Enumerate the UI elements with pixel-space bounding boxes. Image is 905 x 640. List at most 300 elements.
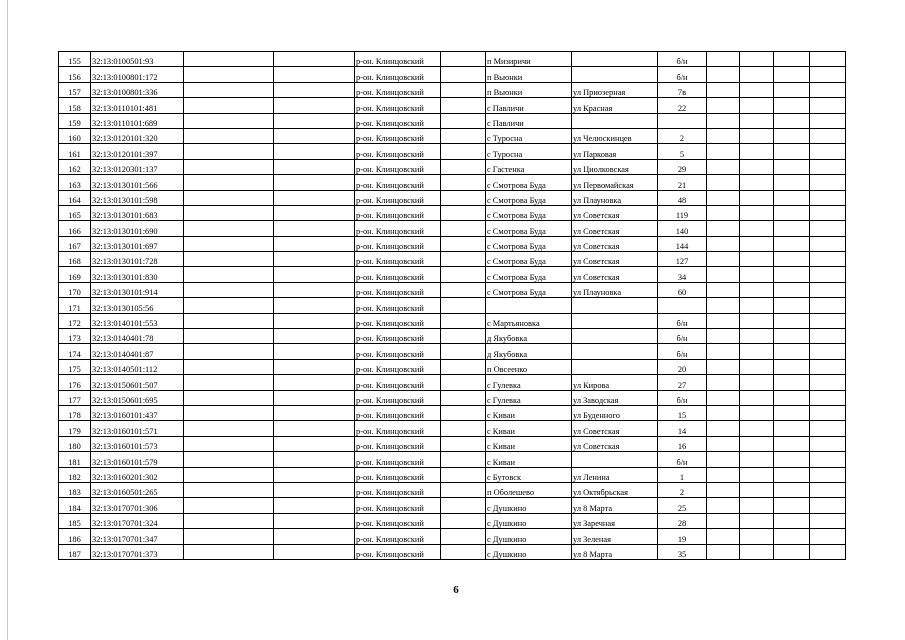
cadastral-number-cell: 32:13:0160101:579 [91, 452, 184, 467]
locality-cell: с Киваи [486, 421, 572, 436]
empty-cell-cell [810, 421, 846, 436]
district-cell: р-он. Клинцовский [355, 159, 441, 174]
empty-cell-cell [441, 98, 486, 113]
empty-cell-cell [774, 113, 810, 128]
district-cell: р-он. Клинцовский [355, 144, 441, 159]
row-number-cell: 157 [59, 82, 91, 97]
empty-cell-cell [274, 221, 355, 236]
empty-cell-cell [740, 67, 774, 82]
house-number-cell: 19 [658, 529, 707, 544]
empty-cell-cell [810, 113, 846, 128]
empty-cell-cell [810, 98, 846, 113]
empty-cell-cell [774, 159, 810, 174]
table-row [59, 282, 846, 297]
house-number-cell: 34 [658, 267, 707, 282]
empty-cell-cell [740, 313, 774, 328]
district-cell: р-он. Клинцовский [355, 175, 441, 190]
empty-cell-cell [184, 267, 274, 282]
empty-cell-cell [441, 52, 486, 67]
empty-cell-cell [441, 529, 486, 544]
street-cell [572, 359, 658, 374]
street-cell: ул Циолковская [572, 159, 658, 174]
street-cell: ул Советская [572, 205, 658, 220]
locality-cell: с Киваи [486, 436, 572, 451]
table-row [59, 98, 846, 113]
empty-cell-cell [740, 159, 774, 174]
empty-cell-cell [774, 67, 810, 82]
empty-cell-cell [810, 159, 846, 174]
scan-margin-rule [7, 0, 8, 640]
empty-cell-cell [740, 144, 774, 159]
row-number-cell: 169 [59, 267, 91, 282]
empty-cell-cell [810, 498, 846, 513]
street-cell: ул Парковая [572, 144, 658, 159]
empty-cell-cell [740, 498, 774, 513]
district-cell: р-он. Клинцовский [355, 282, 441, 297]
empty-cell-cell [740, 405, 774, 420]
street-cell [572, 329, 658, 344]
empty-cell-cell [184, 298, 274, 313]
empty-cell-cell [774, 82, 810, 97]
empty-cell-cell [740, 513, 774, 528]
empty-cell-cell [707, 282, 740, 297]
empty-cell-cell [774, 436, 810, 451]
cadastral-number-cell: 32:13:0150601:695 [91, 390, 184, 405]
empty-cell-cell [707, 82, 740, 97]
locality-cell: д Якубовка [486, 344, 572, 359]
empty-cell-cell [740, 298, 774, 313]
empty-cell-cell [707, 390, 740, 405]
table-row [59, 82, 846, 97]
locality-cell: с Смотрова Буда [486, 205, 572, 220]
empty-cell-cell [740, 436, 774, 451]
row-number-cell: 174 [59, 344, 91, 359]
table-row [59, 375, 846, 390]
table-row [59, 467, 846, 482]
empty-cell-cell [740, 359, 774, 374]
empty-cell-cell [184, 498, 274, 513]
empty-cell-cell [810, 205, 846, 220]
empty-cell-cell [810, 128, 846, 143]
empty-cell-cell [707, 421, 740, 436]
street-cell: ул Кирова [572, 375, 658, 390]
empty-cell-cell [740, 452, 774, 467]
empty-cell-cell [441, 282, 486, 297]
house-number-cell: 27 [658, 375, 707, 390]
row-number-cell: 165 [59, 205, 91, 220]
empty-cell-cell [774, 190, 810, 205]
empty-cell-cell [184, 405, 274, 420]
street-cell: ул Советская [572, 267, 658, 282]
empty-cell-cell [274, 236, 355, 251]
row-number-cell: 171 [59, 298, 91, 313]
cadastral-number-cell: 32:13:0120301:137 [91, 159, 184, 174]
locality-cell: с Душкино [486, 498, 572, 513]
cadastral-number-cell: 32:13:0160101:571 [91, 421, 184, 436]
house-number-cell: 140 [658, 221, 707, 236]
empty-cell-cell [441, 467, 486, 482]
empty-cell-cell [774, 52, 810, 67]
table-row [59, 529, 846, 544]
locality-cell [486, 298, 572, 313]
cadastral-number-cell: 32:13:0140101:553 [91, 313, 184, 328]
empty-cell-cell [810, 67, 846, 82]
empty-cell-cell [184, 236, 274, 251]
row-number-cell: 187 [59, 544, 91, 559]
locality-cell: с Туросна [486, 144, 572, 159]
empty-cell-cell [274, 113, 355, 128]
empty-cell-cell [274, 513, 355, 528]
table-row [59, 221, 846, 236]
empty-cell-cell [774, 144, 810, 159]
row-number-cell: 162 [59, 159, 91, 174]
house-number-cell: б/н [658, 344, 707, 359]
empty-cell-cell [774, 344, 810, 359]
empty-cell-cell [184, 452, 274, 467]
empty-cell-cell [274, 144, 355, 159]
district-cell: р-он. Клинцовский [355, 375, 441, 390]
street-cell: ул Советская [572, 436, 658, 451]
locality-cell: п Мизиричи [486, 52, 572, 67]
table-row [59, 482, 846, 497]
street-cell: ул Челюскинцев [572, 128, 658, 143]
empty-cell-cell [740, 205, 774, 220]
locality-cell: с Смотрова Буда [486, 236, 572, 251]
empty-cell-cell [441, 190, 486, 205]
cadastral-number-cell: 32:13:0100801:172 [91, 67, 184, 82]
empty-cell-cell [441, 421, 486, 436]
district-cell: р-он. Клинцовский [355, 236, 441, 251]
table-row [59, 390, 846, 405]
empty-cell-cell [184, 482, 274, 497]
cadastral-number-cell: 32:13:0120101:320 [91, 128, 184, 143]
empty-cell-cell [441, 205, 486, 220]
row-number-cell: 186 [59, 529, 91, 544]
empty-cell-cell [184, 375, 274, 390]
empty-cell-cell [810, 529, 846, 544]
street-cell [572, 113, 658, 128]
empty-cell-cell [774, 375, 810, 390]
empty-cell-cell [707, 482, 740, 497]
street-cell: ул 8 Марта [572, 544, 658, 559]
empty-cell-cell [774, 544, 810, 559]
empty-cell-cell [707, 190, 740, 205]
cadastral-number-cell: 32:13:0160101:573 [91, 436, 184, 451]
locality-cell: с Смотрова Буда [486, 282, 572, 297]
empty-cell-cell [707, 313, 740, 328]
row-number-cell: 155 [59, 52, 91, 67]
empty-cell-cell [707, 252, 740, 267]
table-row [59, 405, 846, 420]
table-row [59, 452, 846, 467]
house-number-cell: 119 [658, 205, 707, 220]
table-row [59, 513, 846, 528]
empty-cell-cell [184, 529, 274, 544]
locality-cell: с Бутовск [486, 467, 572, 482]
empty-cell-cell [740, 221, 774, 236]
street-cell: ул Советская [572, 252, 658, 267]
empty-cell-cell [274, 375, 355, 390]
empty-cell-cell [441, 390, 486, 405]
empty-cell-cell [184, 159, 274, 174]
house-number-cell: 21 [658, 175, 707, 190]
district-cell: р-он. Клинцовский [355, 267, 441, 282]
empty-cell-cell [774, 298, 810, 313]
empty-cell-cell [707, 144, 740, 159]
empty-cell-cell [707, 529, 740, 544]
empty-cell-cell [184, 513, 274, 528]
street-cell: ул Октябрьская [572, 482, 658, 497]
house-number-cell: 25 [658, 498, 707, 513]
district-cell: р-он. Клинцовский [355, 359, 441, 374]
cadastral-number-cell: 32:13:0140401:87 [91, 344, 184, 359]
row-number-cell: 164 [59, 190, 91, 205]
empty-cell-cell [810, 452, 846, 467]
district-cell: р-он. Клинцовский [355, 82, 441, 97]
table-row [59, 298, 846, 313]
empty-cell-cell [707, 498, 740, 513]
empty-cell-cell [274, 498, 355, 513]
row-number-cell: 166 [59, 221, 91, 236]
empty-cell-cell [707, 98, 740, 113]
empty-cell-cell [707, 52, 740, 67]
district-cell: р-он. Клинцовский [355, 52, 441, 67]
empty-cell-cell [441, 452, 486, 467]
house-number-cell [658, 113, 707, 128]
street-cell: ул Плауновка [572, 282, 658, 297]
house-number-cell: б/н [658, 67, 707, 82]
empty-cell-cell [774, 421, 810, 436]
table-body [59, 52, 846, 560]
empty-cell-cell [274, 436, 355, 451]
district-cell: р-он. Клинцовский [355, 221, 441, 236]
table-row [59, 67, 846, 82]
house-number-cell: 48 [658, 190, 707, 205]
cadastral-number-cell: 32:13:0130101:598 [91, 190, 184, 205]
table-row [59, 436, 846, 451]
empty-cell-cell [274, 205, 355, 220]
empty-cell-cell [184, 98, 274, 113]
empty-cell-cell [810, 482, 846, 497]
empty-cell-cell [441, 267, 486, 282]
cadastral-number-cell: 32:13:0130101:566 [91, 175, 184, 190]
row-number-cell: 170 [59, 282, 91, 297]
district-cell: р-он. Клинцовский [355, 452, 441, 467]
street-cell [572, 298, 658, 313]
empty-cell-cell [810, 313, 846, 328]
locality-cell: с Туросна [486, 128, 572, 143]
row-number-cell: 163 [59, 175, 91, 190]
empty-cell-cell [274, 313, 355, 328]
district-cell: р-он. Клинцовский [355, 329, 441, 344]
table-row [59, 329, 846, 344]
empty-cell-cell [707, 267, 740, 282]
district-cell: р-он. Клинцовский [355, 436, 441, 451]
empty-cell-cell [740, 421, 774, 436]
locality-cell: с Смотрова Буда [486, 175, 572, 190]
empty-cell-cell [810, 82, 846, 97]
empty-cell-cell [810, 175, 846, 190]
cadastral-number-cell: 32:13:0130101:697 [91, 236, 184, 251]
empty-cell-cell [274, 467, 355, 482]
empty-cell-cell [274, 405, 355, 420]
street-cell: ул Советская [572, 421, 658, 436]
street-cell: ул Заводская [572, 390, 658, 405]
street-cell [572, 313, 658, 328]
empty-cell-cell [441, 252, 486, 267]
empty-cell-cell [707, 467, 740, 482]
empty-cell-cell [441, 329, 486, 344]
empty-cell-cell [774, 452, 810, 467]
locality-cell: с Мартьяновка [486, 313, 572, 328]
cadastral-number-cell: 32:13:0170701:373 [91, 544, 184, 559]
row-number-cell: 167 [59, 236, 91, 251]
table-row [59, 52, 846, 67]
row-number-cell: 185 [59, 513, 91, 528]
empty-cell-cell [810, 236, 846, 251]
house-number-cell: 2 [658, 482, 707, 497]
house-number-cell: 1 [658, 467, 707, 482]
empty-cell-cell [774, 498, 810, 513]
locality-cell: с Киваи [486, 452, 572, 467]
district-cell: р-он. Клинцовский [355, 205, 441, 220]
empty-cell-cell [441, 144, 486, 159]
empty-cell-cell [274, 529, 355, 544]
empty-cell-cell [740, 98, 774, 113]
empty-cell-cell [740, 175, 774, 190]
empty-cell-cell [441, 82, 486, 97]
district-cell: р-он. Клинцовский [355, 98, 441, 113]
empty-cell-cell [184, 67, 274, 82]
empty-cell-cell [441, 159, 486, 174]
empty-cell-cell [184, 544, 274, 559]
empty-cell-cell [740, 282, 774, 297]
empty-cell-cell [774, 513, 810, 528]
empty-cell-cell [184, 190, 274, 205]
cadastral-number-cell: 32:13:0100801:336 [91, 82, 184, 97]
empty-cell-cell [774, 128, 810, 143]
district-cell: р-он. Клинцовский [355, 128, 441, 143]
empty-cell-cell [774, 329, 810, 344]
empty-cell-cell [810, 52, 846, 67]
empty-cell-cell [774, 390, 810, 405]
empty-cell-cell [740, 128, 774, 143]
cadastral-number-cell: 32:13:0140401:78 [91, 329, 184, 344]
empty-cell-cell [184, 144, 274, 159]
row-number-cell: 176 [59, 375, 91, 390]
row-number-cell: 159 [59, 113, 91, 128]
district-cell: р-он. Клинцовский [355, 529, 441, 544]
empty-cell-cell [184, 252, 274, 267]
locality-cell: с Гулевка [486, 375, 572, 390]
empty-cell-cell [184, 205, 274, 220]
house-number-cell: 15 [658, 405, 707, 420]
empty-cell-cell [774, 205, 810, 220]
empty-cell-cell [774, 282, 810, 297]
house-number-cell: 35 [658, 544, 707, 559]
page-number: 6 [453, 584, 459, 596]
empty-cell-cell [740, 113, 774, 128]
empty-cell-cell [810, 329, 846, 344]
row-number-cell: 182 [59, 467, 91, 482]
locality-cell: с Павличи [486, 113, 572, 128]
empty-cell-cell [441, 128, 486, 143]
empty-cell-cell [774, 98, 810, 113]
empty-cell-cell [810, 252, 846, 267]
district-cell: р-он. Клинцовский [355, 313, 441, 328]
empty-cell-cell [740, 82, 774, 97]
street-cell [572, 452, 658, 467]
row-number-cell: 175 [59, 359, 91, 374]
cadastral-number-cell: 32:13:0140501:112 [91, 359, 184, 374]
cadastral-number-cell: 32:13:0170701:306 [91, 498, 184, 513]
table-row [59, 113, 846, 128]
house-number-cell: 14 [658, 421, 707, 436]
district-cell: р-он. Клинцовский [355, 405, 441, 420]
empty-cell-cell [274, 359, 355, 374]
empty-cell-cell [184, 467, 274, 482]
empty-cell-cell [740, 544, 774, 559]
street-cell [572, 344, 658, 359]
empty-cell-cell [810, 144, 846, 159]
cadastral-number-cell: 32:13:0130101:683 [91, 205, 184, 220]
empty-cell-cell [184, 436, 274, 451]
empty-cell-cell [740, 236, 774, 251]
locality-cell: п Оболешево [486, 482, 572, 497]
locality-cell: с Гастенка [486, 159, 572, 174]
row-number-cell: 179 [59, 421, 91, 436]
row-number-cell: 168 [59, 252, 91, 267]
table-row [59, 175, 846, 190]
table-row [59, 267, 846, 282]
empty-cell-cell [740, 190, 774, 205]
empty-cell-cell [774, 482, 810, 497]
empty-cell-cell [441, 313, 486, 328]
table-row [59, 313, 846, 328]
cadastral-number-cell: 32:13:0120101:397 [91, 144, 184, 159]
empty-cell-cell [274, 52, 355, 67]
locality-cell: п Вьюнки [486, 67, 572, 82]
empty-cell-cell [441, 113, 486, 128]
empty-cell-cell [441, 375, 486, 390]
street-cell: ул Зеленая [572, 529, 658, 544]
locality-cell: п Овсеенко [486, 359, 572, 374]
district-cell: р-он. Клинцовский [355, 513, 441, 528]
empty-cell-cell [441, 221, 486, 236]
house-number-cell: 29 [658, 159, 707, 174]
street-cell: ул Ленина [572, 467, 658, 482]
table-row [59, 144, 846, 159]
street-cell: ул Советская [572, 236, 658, 251]
empty-cell-cell [274, 67, 355, 82]
locality-cell: с Смотрова Буда [486, 267, 572, 282]
table-row [59, 252, 846, 267]
empty-cell-cell [441, 544, 486, 559]
empty-cell-cell [810, 544, 846, 559]
locality-cell: с Киваи [486, 405, 572, 420]
row-number-cell: 183 [59, 482, 91, 497]
empty-cell-cell [184, 421, 274, 436]
empty-cell-cell [707, 236, 740, 251]
cadastral-number-cell: 32:13:0110101:481 [91, 98, 184, 113]
empty-cell-cell [810, 375, 846, 390]
empty-cell-cell [774, 221, 810, 236]
empty-cell-cell [707, 205, 740, 220]
empty-cell-cell [274, 128, 355, 143]
empty-cell-cell [810, 513, 846, 528]
empty-cell-cell [774, 359, 810, 374]
empty-cell-cell [184, 282, 274, 297]
